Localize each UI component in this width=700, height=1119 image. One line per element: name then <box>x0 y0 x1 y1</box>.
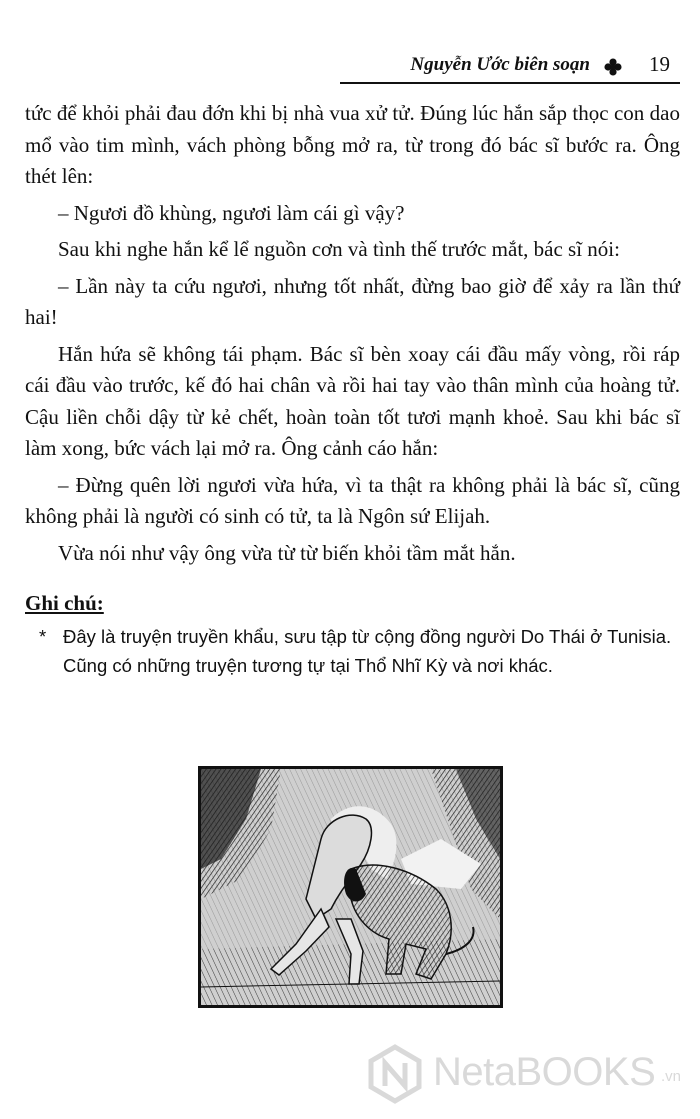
flower-ornament-icon <box>604 58 622 76</box>
paragraph: tức để khỏi phải đau đớn khi bị nhà vua xử tử. Đúng lúc hắn sắp thọc con dao mổ vào tim mình, vách phòng bỗng mở ra, từ trong đó bác sĩ bước ra. Ông thét lên: <box>25 101 680 188</box>
watermark-suffix: .vn <box>661 1068 682 1085</box>
paragraph: Hắn hứa sẽ không tái phạm. Bác sĩ bèn xoay cái đầu mấy vòng, rồi ráp cái đầu vào trước, kế đó hai chân và rồi hai tay vào thân mình của hoàng tử. Cậu liền chỗi dậy từ kẻ chết, hoàn toàn tốt tươi mạnh khoẻ. Sau khi bác sĩ làm xong, bức vách lại mở ra. Ông cảnh cáo hắn: <box>25 341 680 460</box>
paragraph: Vừa nói như vậy ông vừa từ từ biến khỏi tầm mắt hắn. <box>58 540 516 565</box>
page-number: 19 <box>649 52 670 76</box>
paragraph: – Đừng quên lời ngươi vừa hứa, vì ta thật ra không phải là bác sĩ, cũng không phải là người có sinh có tử, ta là Ngôn sứ Elijah. <box>25 472 680 528</box>
running-header <box>0 48 700 84</box>
story-body <box>25 98 680 680</box>
watermark <box>365 1044 695 1104</box>
engraving-illustration <box>198 766 503 1008</box>
header-author: Nguyễn Ước biên soạn <box>410 54 590 75</box>
netabooks-logo-icon <box>365 1044 425 1104</box>
note-item <box>25 622 680 680</box>
note-title: Ghi chú: <box>25 591 104 615</box>
note-text: Đây là truyện truyền khẩu, sưu tập từ cộng đồng người Do Thái ở Tunisia. Cũng có những truyện tương tự tại Thổ Nhĩ Kỳ và nơi khác. <box>63 626 672 676</box>
paragraph: Sau khi nghe hắn kể lể nguồn cơn và tình thế trước mắt, bác sĩ nói: <box>58 237 620 261</box>
wrestler-and-lion-image <box>201 769 500 1005</box>
paragraph: – Lần này ta cứu ngươi, nhưng tốt nhất, đừng bao giờ để xảy ra lần thứ hai! <box>25 273 680 329</box>
header-rule <box>340 82 680 84</box>
watermark-text: NetaBOOKS <box>433 1050 656 1094</box>
paragraph: – Ngươi đồ khùng, ngươi làm cái gì vậy? <box>58 200 405 225</box>
note-bullet: * <box>39 626 47 647</box>
